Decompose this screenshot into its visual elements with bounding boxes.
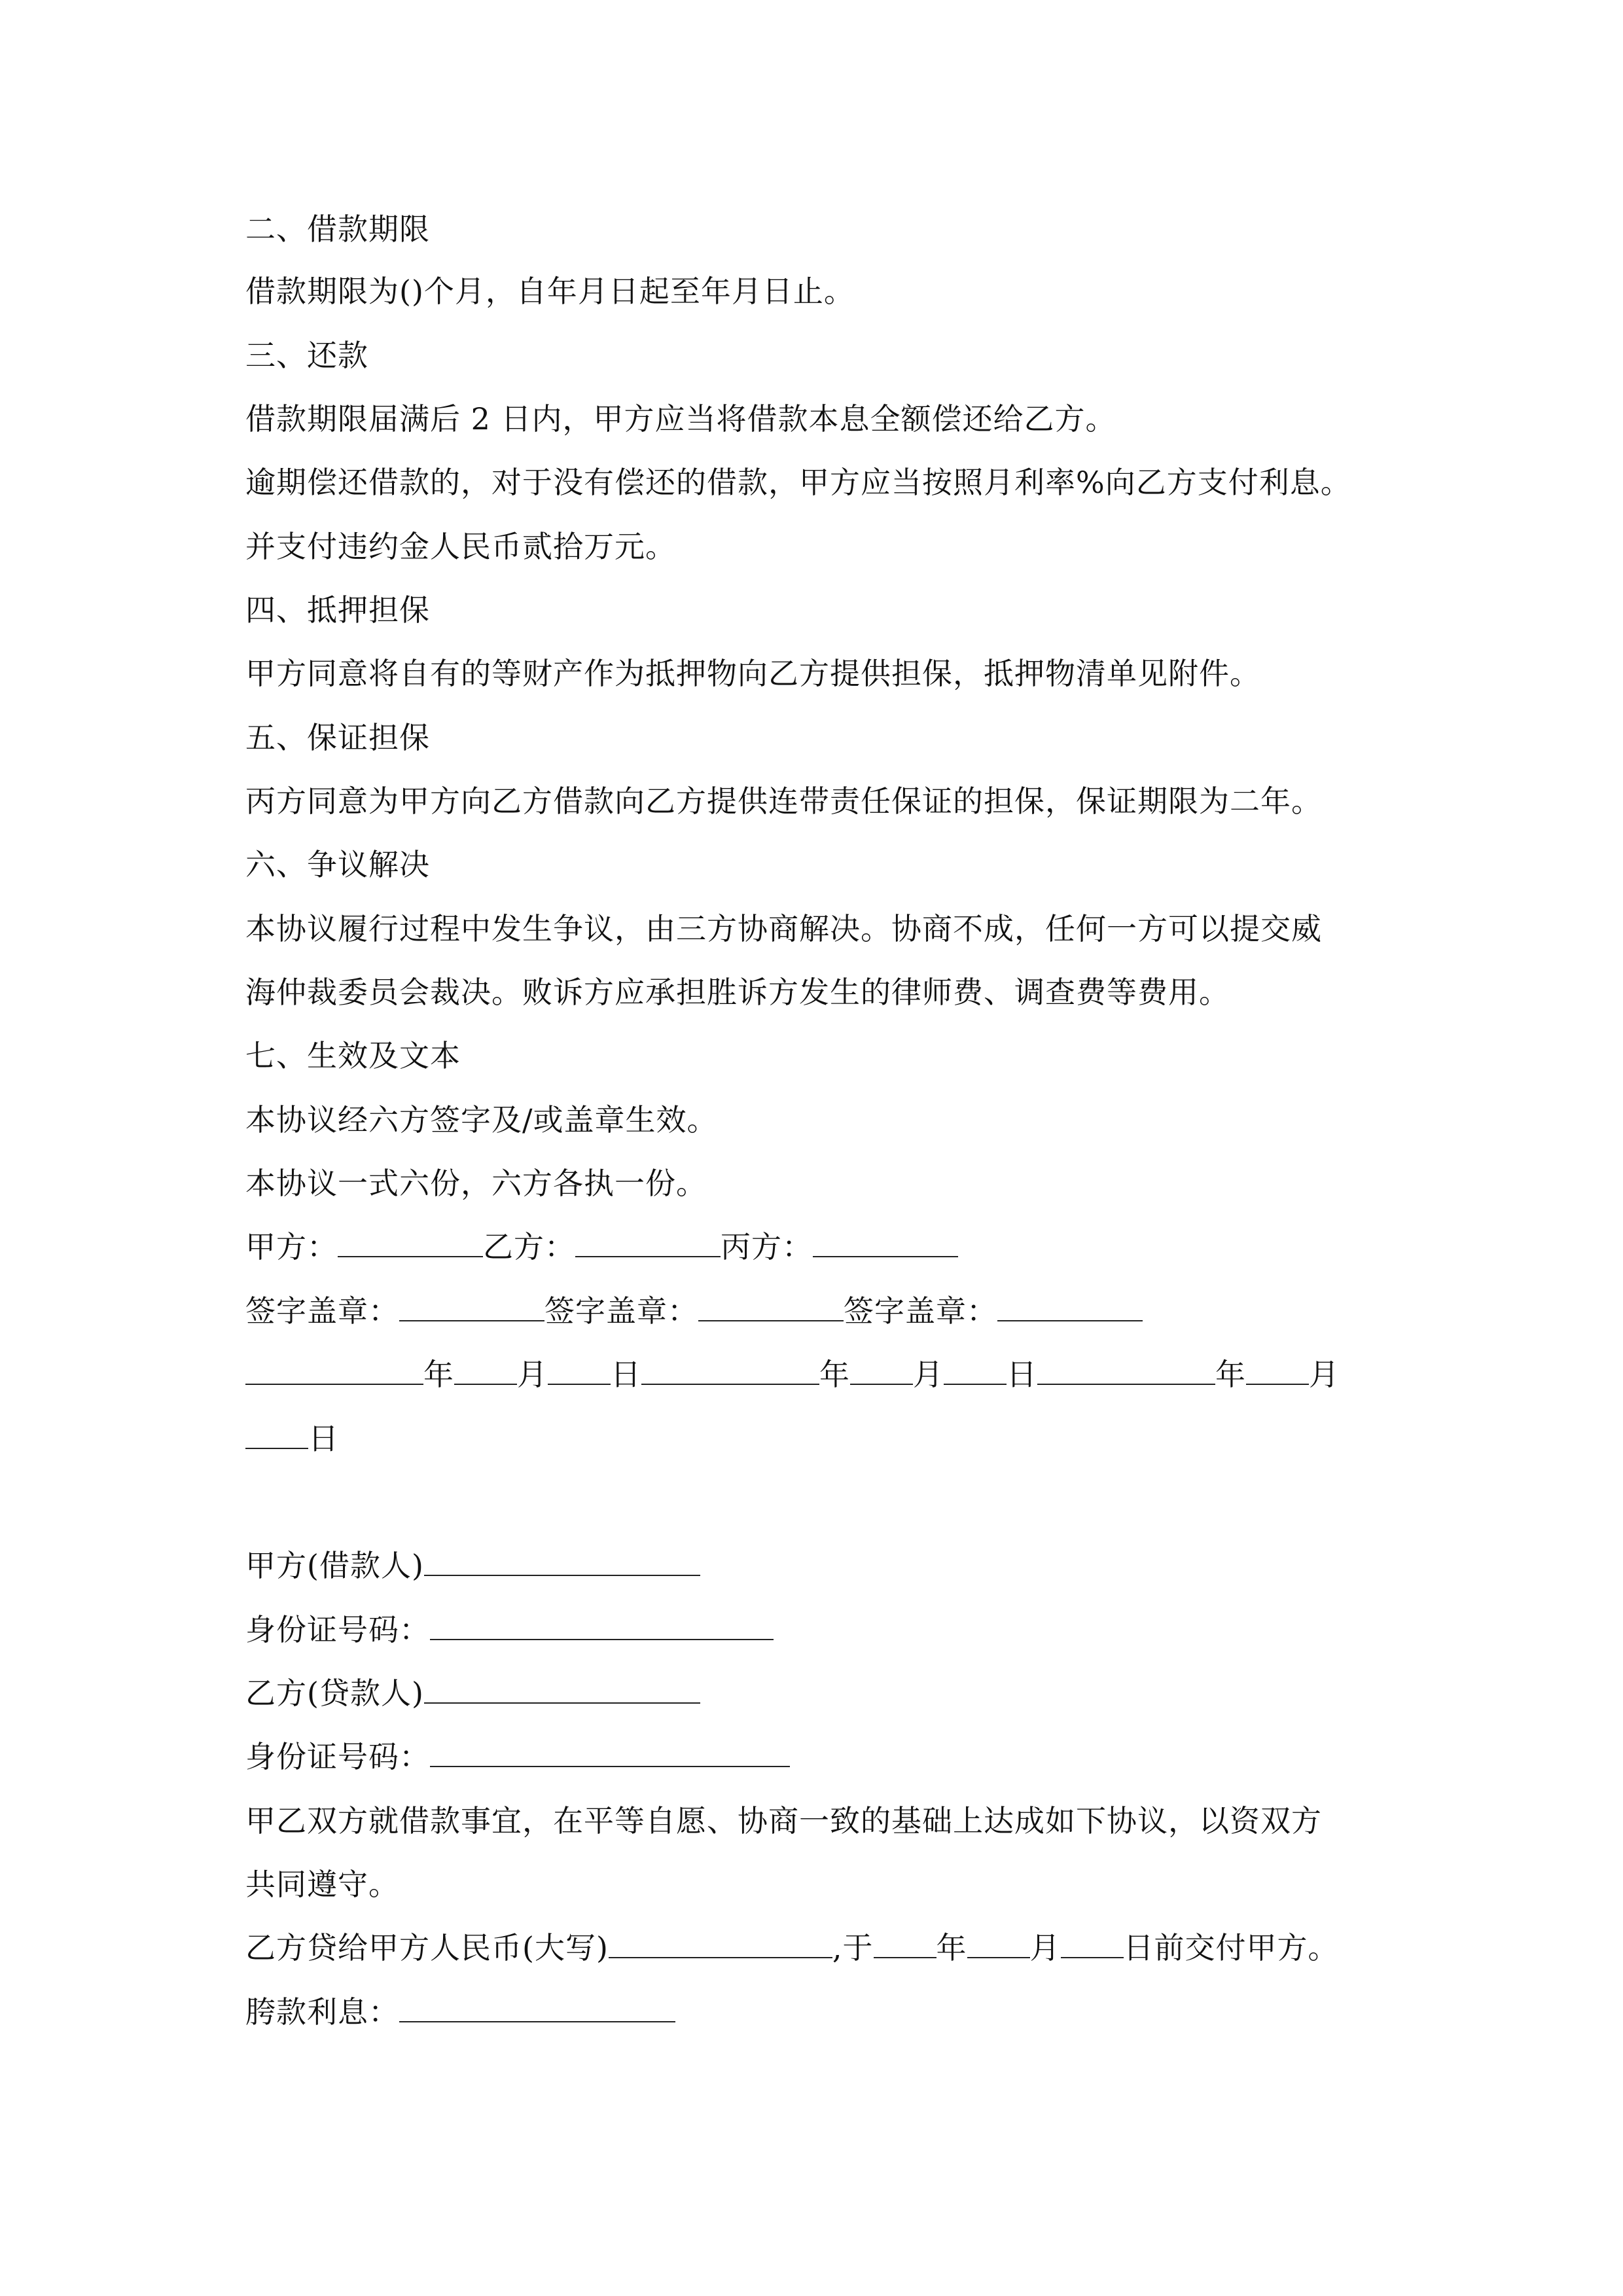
sign-seal-b-label: 签字盖章： xyxy=(544,1293,698,1329)
year-a-blank[interactable] xyxy=(454,1355,517,1385)
borrower-blank[interactable] xyxy=(424,1546,700,1576)
guarantee-heading: 五、保证担保 xyxy=(245,720,430,755)
effect-text-2: 本协议一式六份，六方各执一份。 xyxy=(245,1166,707,1201)
sign-seal-line xyxy=(245,1291,1143,1331)
day-c-label: 日 xyxy=(308,1421,339,1456)
dispute-text-1: 本协议履行过程中发生争议，由三方协商解决。协商不成，任何一方可以提交威 xyxy=(245,911,1322,946)
lender-blank[interactable] xyxy=(424,1674,700,1704)
date-c-blank[interactable] xyxy=(1037,1355,1215,1385)
month-b-blank[interactable] xyxy=(944,1355,1007,1385)
loan-at: ,于 xyxy=(832,1930,874,1965)
day-a-label: 日 xyxy=(611,1357,641,1392)
party-b-blank[interactable] xyxy=(575,1227,721,1257)
year-c-blank[interactable] xyxy=(1246,1355,1309,1385)
party-c-label: 丙方： xyxy=(721,1229,813,1265)
sign-seal-c-label: 签字盖章： xyxy=(844,1293,997,1329)
sign-seal-a-blank[interactable] xyxy=(399,1291,544,1321)
lender-line xyxy=(245,1674,700,1713)
lender-id-label: 身份证号码： xyxy=(245,1739,430,1774)
intro-text-1: 甲乙双方就借款事宜，在平等自愿、协商一致的基础上达成如下协议，以资双方 xyxy=(245,1803,1322,1839)
sign-seal-c-blank[interactable] xyxy=(997,1291,1143,1321)
interest-blank[interactable] xyxy=(399,1992,675,2022)
dispute-heading: 六、争议解决 xyxy=(245,847,430,882)
borrower-line xyxy=(245,1546,700,1585)
party-c-blank[interactable] xyxy=(813,1227,958,1257)
party-a-blank[interactable] xyxy=(338,1227,483,1257)
dispute-text-2: 海仲裁委员会裁决。败诉方应承担胜诉方发生的律师费、调查费等费用。 xyxy=(245,975,1230,1010)
interest-label: 胯款利息： xyxy=(245,1994,399,2030)
intro-text-2: 共同遵守。 xyxy=(245,1867,399,1902)
loan-month-blank[interactable] xyxy=(967,1928,1030,1958)
sign-seal-b-blank[interactable] xyxy=(698,1291,844,1321)
repay-text-3: 并支付违约金人民币贰拾万元。 xyxy=(245,529,676,564)
repay-text-2: 逾期偿还借款的，对于没有偿还的借款，甲方应当按照月利率%向乙方支付利息。 xyxy=(245,465,1351,500)
party-b-label: 乙方： xyxy=(483,1229,575,1265)
borrower-label: 甲方(借款人) xyxy=(245,1548,424,1583)
mortgage-text: 甲方同意将自有的等财产作为抵押物向乙方提供担保，抵押物清单见附件。 xyxy=(245,656,1260,691)
lender-id-blank[interactable] xyxy=(430,1737,790,1767)
repay-heading: 三、还款 xyxy=(245,338,368,373)
month-b-label: 月 xyxy=(913,1357,944,1392)
borrower-id-blank[interactable] xyxy=(430,1610,774,1640)
borrower-id-label: 身份证号码： xyxy=(245,1612,430,1647)
sign-seal-a-label: 签字盖章： xyxy=(245,1293,399,1329)
loan-year-label: 年 xyxy=(936,1930,967,1965)
day-b-label: 日 xyxy=(1007,1357,1037,1392)
effect-heading: 七、生效及文本 xyxy=(245,1038,461,1073)
loan-month-label: 月 xyxy=(1029,1930,1061,1965)
year-b-blank[interactable] xyxy=(850,1355,913,1385)
month-c-label: 月 xyxy=(1309,1357,1340,1392)
borrower-id-line xyxy=(245,1610,774,1649)
party-names-line xyxy=(245,1227,958,1266)
loan-amount-line xyxy=(245,1928,1339,1967)
lender-id-line xyxy=(245,1737,790,1776)
effect-text-1: 本协议经六方签字及/或盖章生效。 xyxy=(245,1102,718,1138)
date-line-wrap xyxy=(245,1419,339,1458)
loan-year-blank[interactable] xyxy=(874,1928,936,1958)
lender-label: 乙方(贷款人) xyxy=(245,1676,424,1711)
year-c-label: 年 xyxy=(1215,1357,1246,1392)
guarantee-text: 丙方同意为甲方向乙方借款向乙方提供连带责任保证的担保，保证期限为二年。 xyxy=(245,783,1322,819)
date-a-blank[interactable] xyxy=(245,1355,423,1385)
date-b-blank[interactable] xyxy=(641,1355,819,1385)
year-a-label: 年 xyxy=(423,1357,454,1392)
month-a-label: 月 xyxy=(517,1357,548,1392)
loan-amount-blank[interactable] xyxy=(609,1928,832,1958)
month-a-blank[interactable] xyxy=(548,1355,611,1385)
day-c-blank[interactable] xyxy=(245,1419,308,1449)
term-heading: 二、借款期限 xyxy=(245,211,430,247)
interest-line xyxy=(245,1992,675,2032)
mortgage-heading: 四、抵押担保 xyxy=(245,592,430,628)
loan-day-blank[interactable] xyxy=(1061,1928,1124,1958)
loan-prefix: 乙方贷给甲方人民币(大写) xyxy=(245,1930,609,1965)
year-b-label: 年 xyxy=(819,1357,850,1392)
repay-text-1: 借款期限届满后 2 日内，甲方应当将借款本息全额偿还给乙方。 xyxy=(245,401,1116,437)
date-line xyxy=(245,1355,1340,1394)
loan-suffix: 日前交付甲方。 xyxy=(1123,1930,1339,1965)
term-text: 借款期限为()个月，自年月日起至年月日止。 xyxy=(245,274,855,309)
party-a-label: 甲方： xyxy=(245,1229,338,1265)
